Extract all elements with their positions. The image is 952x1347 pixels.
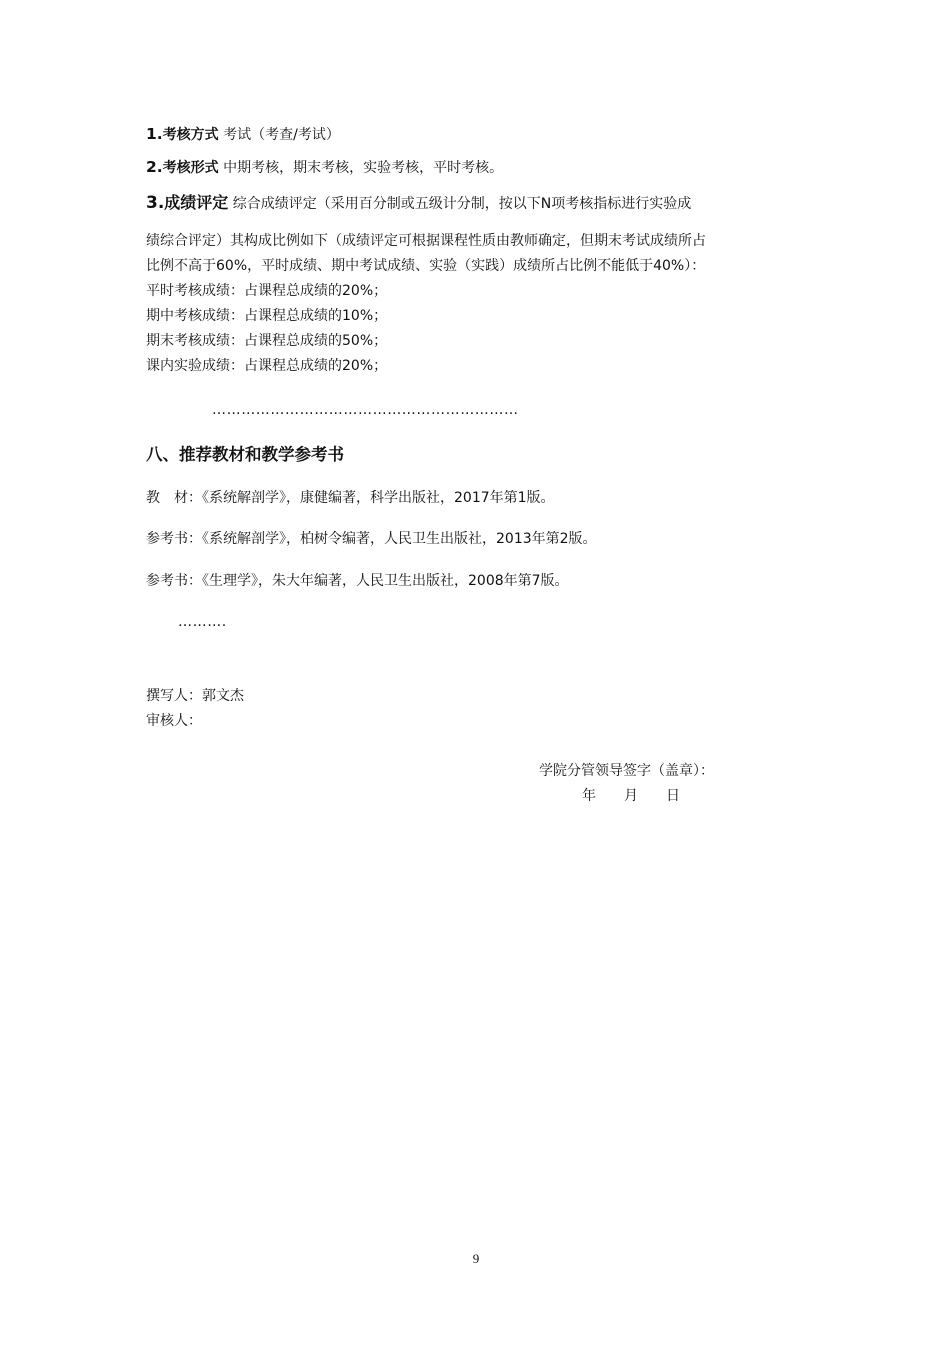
assessment-ellipsis: ………………………………………………………	[212, 402, 519, 418]
page-number: 9	[472, 1251, 480, 1266]
assessment-method-label: 考核方式	[162, 127, 219, 143]
assessment-form-number: 2.	[146, 158, 163, 176]
assessment-form-label: 考核形式	[162, 160, 219, 176]
reference-book-1: 参考书：《系统解剖学》，柏树令编著，人民卫生出版社，2013年第2版。	[146, 531, 597, 547]
dean-signature-line: 学院分管领导签字（盖章）：	[539, 763, 714, 779]
grading-number: 3.	[146, 193, 165, 213]
grading-item-regular: 平时考核成绩：占课程总成绩的20%；	[146, 283, 388, 299]
grading-line-1	[146, 194, 691, 213]
grading-item-lab: 课内实验成绩：占课程总成绩的20%；	[146, 358, 388, 374]
assessment-method-number: 1.	[146, 125, 163, 143]
assessment-method-line	[146, 125, 340, 144]
grading-item-final: 期末考核成绩：占课程总成绩的50%；	[146, 333, 388, 349]
assessment-form-line	[146, 158, 503, 177]
assessment-form-text: 中期考核，期末考核，实验考核，平时考核。	[218, 160, 504, 176]
grading-line-3: 比例不高于60%，平时成绩、期中考试成绩、实验（实践）成绩所占比例不能低于40%）：	[146, 258, 706, 274]
textbook-entry: 教 材：《系统解剖学》，康健编著，科学出版社，2017年第1版。	[146, 490, 555, 506]
books-ellipsis: ……….	[178, 614, 227, 630]
grading-text-1: 综合成绩评定（采用百分制或五级计分制，按以下N项考核指标进行实验成	[228, 196, 692, 212]
reference-book-2: 参考书：《生理学》，朱大年编著，人民卫生出版社，2008年第7版。	[146, 573, 569, 589]
writer-line: 撰写人：郭文杰	[146, 688, 244, 704]
grading-label: 成绩评定	[164, 193, 229, 212]
assessment-method-text: 考试（考查/考试）	[218, 127, 340, 143]
grading-item-midterm: 期中考核成绩：占课程总成绩的10%；	[146, 308, 388, 324]
grading-line-2: 绩综合评定）其构成比例如下（成绩评定可根据课程性质由教师确定，但期末考试成绩所占	[146, 233, 706, 249]
signature-date-line: 年 月 日	[582, 788, 680, 804]
reviewer-line: 审核人：	[146, 713, 202, 729]
section-8-heading: 八、推荐教材和教学参考书	[146, 445, 344, 464]
